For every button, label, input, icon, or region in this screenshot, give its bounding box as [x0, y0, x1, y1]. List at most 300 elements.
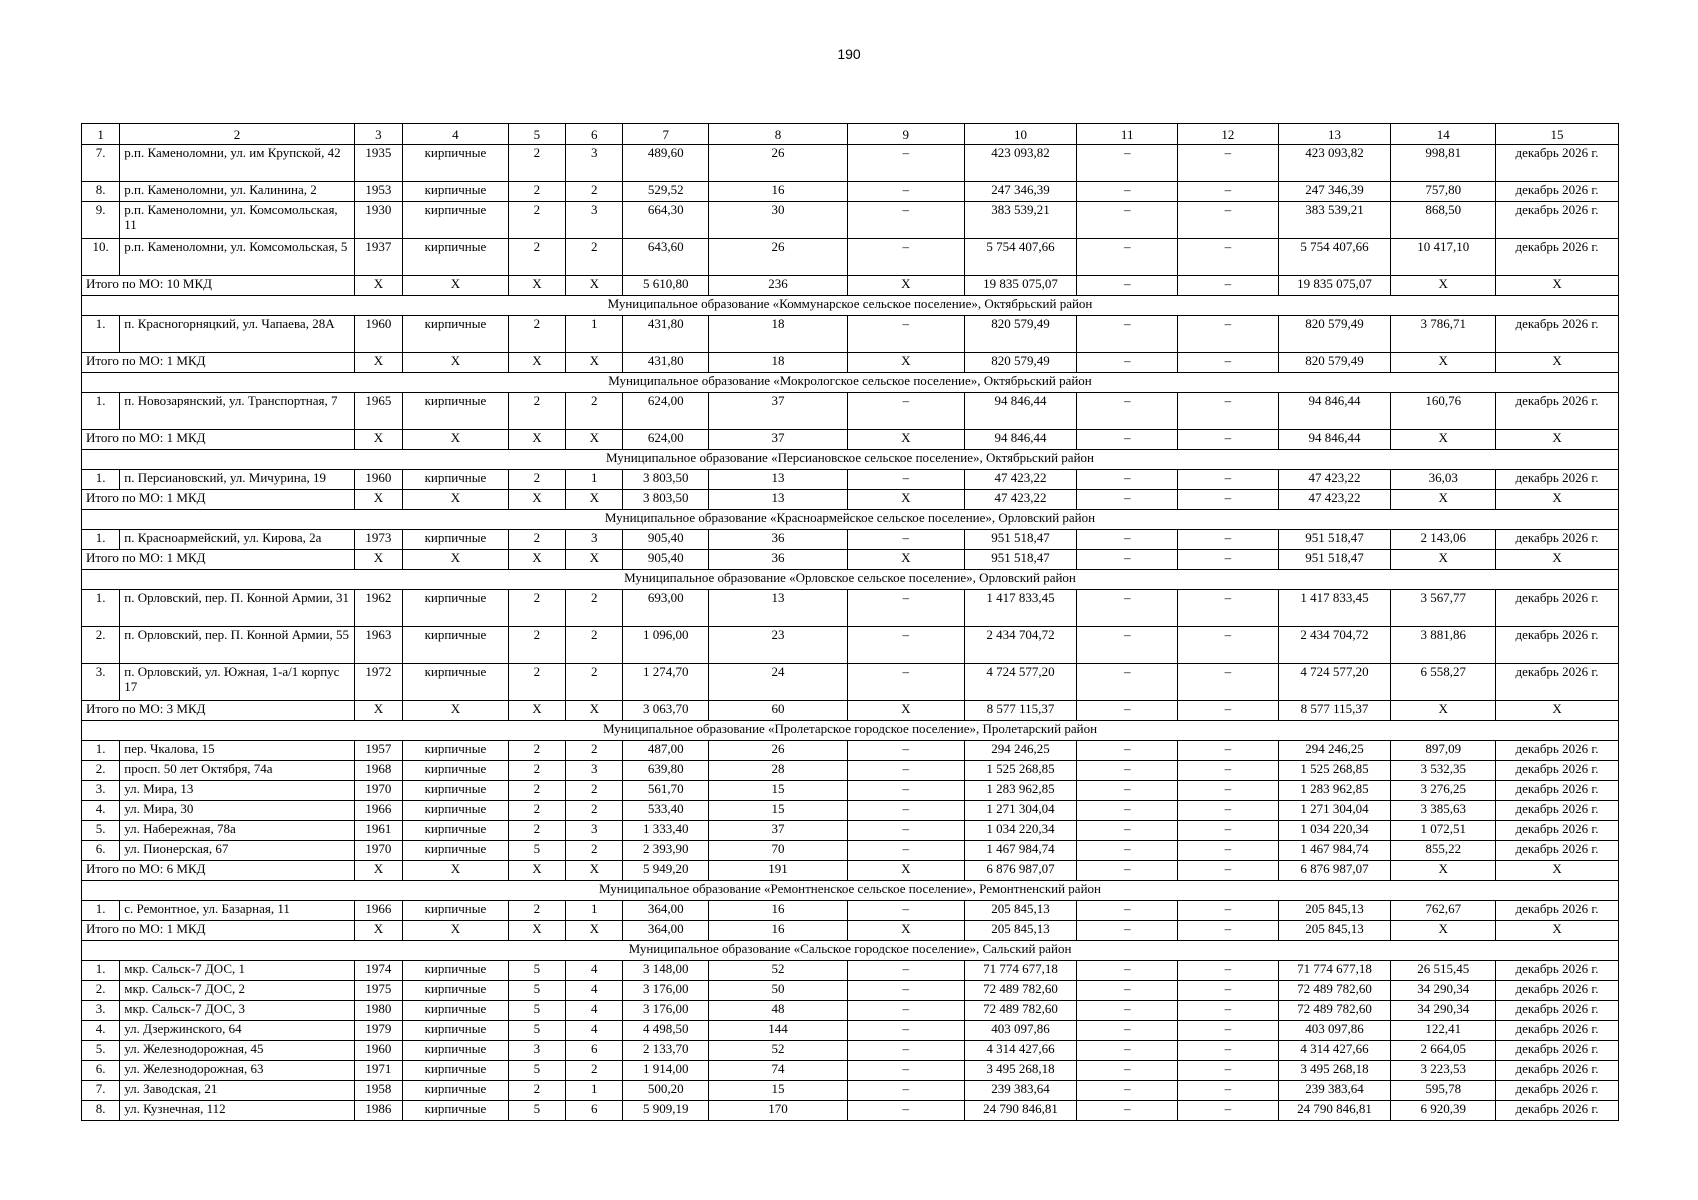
municipality-row: [82, 296, 1619, 316]
total-cell: X: [566, 701, 623, 721]
column-number-cell: 15: [1496, 124, 1619, 145]
total-cell: X: [847, 701, 964, 721]
cost-13-cell: 4 314 427,66: [1278, 1041, 1391, 1061]
area-cell: 4 498,50: [623, 1021, 709, 1041]
wall-material-cell: кирпичные: [403, 961, 509, 981]
cost-11-cell: –: [1077, 1001, 1178, 1021]
total-cell: 905,40: [623, 550, 709, 570]
wall-material-cell: кирпичные: [403, 182, 509, 202]
total-cell: 6 876 987,07: [964, 861, 1077, 881]
wall-material-cell: кирпичные: [403, 202, 509, 239]
cost-11-cell: –: [1077, 1081, 1178, 1101]
table-row: [82, 1061, 1619, 1081]
floors-cell: 2: [508, 1081, 565, 1101]
wall-material-cell: кирпичные: [403, 1041, 509, 1061]
year-built-cell: 1958: [354, 1081, 402, 1101]
area-cell: 3 176,00: [623, 1001, 709, 1021]
cost-13-cell: 24 790 846,81: [1278, 1101, 1391, 1121]
total-cell: –: [1178, 353, 1279, 373]
total-cell: X: [847, 921, 964, 941]
total-cell: X: [508, 430, 565, 450]
table-row: [82, 781, 1619, 801]
wall-material-cell: кирпичные: [403, 239, 509, 276]
cost-11-cell: –: [1077, 202, 1178, 239]
cost-total-cell: 4 724 577,20: [964, 664, 1077, 701]
floors-cell: 2: [508, 530, 565, 550]
cost-13-cell: 294 246,25: [1278, 741, 1391, 761]
cost-12-cell: –: [1178, 761, 1279, 781]
residents-cell: 18: [709, 316, 848, 353]
floors-cell: 2: [508, 781, 565, 801]
cost-13-cell: 5 754 407,66: [1278, 239, 1391, 276]
municipality-name: Муниципальное образование «Коммунарское сельское поселение», Октябрьский район: [82, 296, 1619, 316]
wall-material-cell: кирпичные: [403, 1021, 509, 1041]
cost-total-cell: 820 579,49: [964, 316, 1077, 353]
total-cell: X: [1391, 430, 1496, 450]
total-cell: 94 846,44: [1278, 430, 1391, 450]
floors-cell: 5: [508, 1101, 565, 1121]
column-number-cell: 11: [1077, 124, 1178, 145]
total-cell: 236: [709, 276, 848, 296]
cost-13-cell: 4 724 577,20: [1278, 664, 1391, 701]
column-number-cell: 3: [354, 124, 402, 145]
municipality-row: [82, 721, 1619, 741]
total-cell: 16: [709, 921, 848, 941]
cost-13-cell: 1 271 304,04: [1278, 801, 1391, 821]
cost-11-cell: –: [1077, 627, 1178, 664]
deadline-cell: декабрь 2026 г.: [1496, 1081, 1619, 1101]
floors-cell: 2: [508, 761, 565, 781]
cost-12-cell: –: [1178, 901, 1279, 921]
total-cell: X: [847, 430, 964, 450]
table-row: [82, 1041, 1619, 1061]
total-cell: –: [1077, 701, 1178, 721]
row-number-cell: 1.: [82, 741, 120, 761]
address-cell: просп. 50 лет Октября, 74а: [120, 761, 355, 781]
wall-material-cell: кирпичные: [403, 821, 509, 841]
entrances-cell: 1: [566, 1081, 623, 1101]
cost-13-cell: 72 489 782,60: [1278, 981, 1391, 1001]
entrances-cell: 6: [566, 1101, 623, 1121]
total-cell: X: [354, 861, 402, 881]
floors-cell: 2: [508, 821, 565, 841]
deadline-cell: декабрь 2026 г.: [1496, 145, 1619, 182]
row-number-cell: 3.: [82, 664, 120, 701]
cost-12-cell: –: [1178, 1041, 1279, 1061]
wall-material-cell: кирпичные: [403, 1061, 509, 1081]
year-built-cell: 1960: [354, 1041, 402, 1061]
floors-cell: 2: [508, 202, 565, 239]
total-cell: X: [566, 490, 623, 510]
cost-12-cell: –: [1178, 393, 1279, 430]
total-label: Итого по МО: 1 МКД: [82, 490, 355, 510]
cost-11-cell: –: [1077, 1041, 1178, 1061]
wall-material-cell: кирпичные: [403, 627, 509, 664]
entrances-cell: 2: [566, 841, 623, 861]
year-built-cell: 1961: [354, 821, 402, 841]
residents-cell: 13: [709, 590, 848, 627]
total-cell: 8 577 115,37: [1278, 701, 1391, 721]
area-cell: 487,00: [623, 741, 709, 761]
municipality-name: Муниципальное образование «Орловское сельское поселение», Орловский район: [82, 570, 1619, 590]
wall-material-cell: кирпичные: [403, 981, 509, 1001]
wall-material-cell: кирпичные: [403, 316, 509, 353]
cost-12-cell: –: [1178, 821, 1279, 841]
address-cell: п. Орловский, пер. П. Конной Армии, 31: [120, 590, 355, 627]
total-cell: X: [1391, 921, 1496, 941]
column-number-cell: 4: [403, 124, 509, 145]
cost-11-cell: –: [1077, 901, 1178, 921]
residents-cell: 50: [709, 981, 848, 1001]
row-number-cell: 8.: [82, 1101, 120, 1121]
total-label: Итого по МО: 10 МКД: [82, 276, 355, 296]
cost-12-cell: –: [1178, 590, 1279, 627]
table-row: [82, 1101, 1619, 1121]
total-cell: –: [1178, 550, 1279, 570]
cost-12-cell: –: [1178, 239, 1279, 276]
cost-11-cell: –: [1077, 182, 1178, 202]
address-cell: п. Орловский, ул. Южная, 1-а/1 корпус 17: [120, 664, 355, 701]
total-cell: X: [508, 861, 565, 881]
cost-11-cell: –: [1077, 1101, 1178, 1121]
total-label: Итого по МО: 1 МКД: [82, 353, 355, 373]
cost-12-cell: –: [1178, 1081, 1279, 1101]
floors-cell: 2: [508, 627, 565, 664]
row-number-cell: 1.: [82, 961, 120, 981]
cost-per-unit-cell: 6 558,27: [1391, 664, 1496, 701]
entrances-cell: 2: [566, 664, 623, 701]
wall-material-cell: кирпичные: [403, 590, 509, 627]
address-cell: с. Ремонтное, ул. Базарная, 11: [120, 901, 355, 921]
area-cell: 3 803,50: [623, 470, 709, 490]
area-cell: 500,20: [623, 1081, 709, 1101]
total-label: Итого по МО: 1 МКД: [82, 921, 355, 941]
total-cell: 205 845,13: [1278, 921, 1391, 941]
residents-cell: 36: [709, 530, 848, 550]
year-built-cell: 1980: [354, 1001, 402, 1021]
cost-9-cell: –: [847, 741, 964, 761]
cost-per-unit-cell: 36,03: [1391, 470, 1496, 490]
entrances-cell: 1: [566, 316, 623, 353]
entrances-cell: 2: [566, 627, 623, 664]
address-cell: ул. Заводская, 21: [120, 1081, 355, 1101]
cost-total-cell: 1 467 984,74: [964, 841, 1077, 861]
total-cell: X: [1391, 353, 1496, 373]
area-cell: 693,00: [623, 590, 709, 627]
total-cell: 205 845,13: [964, 921, 1077, 941]
cost-11-cell: –: [1077, 761, 1178, 781]
cost-total-cell: 1 525 268,85: [964, 761, 1077, 781]
entrances-cell: 2: [566, 801, 623, 821]
total-cell: X: [508, 490, 565, 510]
total-cell: X: [508, 701, 565, 721]
cost-13-cell: 423 093,82: [1278, 145, 1391, 182]
total-cell: X: [847, 353, 964, 373]
residents-cell: 16: [709, 182, 848, 202]
entrances-cell: 3: [566, 761, 623, 781]
cost-total-cell: 71 774 677,18: [964, 961, 1077, 981]
total-row: [82, 430, 1619, 450]
cost-13-cell: 1 283 962,85: [1278, 781, 1391, 801]
cost-13-cell: 47 423,22: [1278, 470, 1391, 490]
cost-12-cell: –: [1178, 781, 1279, 801]
entrances-cell: 4: [566, 1001, 623, 1021]
cost-per-unit-cell: 3 276,25: [1391, 781, 1496, 801]
cost-total-cell: 205 845,13: [964, 901, 1077, 921]
cost-per-unit-cell: 3 223,53: [1391, 1061, 1496, 1081]
row-number-cell: 2.: [82, 761, 120, 781]
cost-9-cell: –: [847, 316, 964, 353]
residents-cell: 48: [709, 1001, 848, 1021]
table-row: [82, 801, 1619, 821]
row-number-cell: 7.: [82, 1081, 120, 1101]
municipality-name: Муниципальное образование «Красноармейское сельское поселение», Орловский район: [82, 510, 1619, 530]
cost-11-cell: –: [1077, 821, 1178, 841]
address-cell: п. Красноармейский, ул. Кирова, 2а: [120, 530, 355, 550]
total-cell: X: [354, 921, 402, 941]
area-cell: 3 176,00: [623, 981, 709, 1001]
table-row: [82, 590, 1619, 627]
address-cell: ул. Железнодорожная, 45: [120, 1041, 355, 1061]
municipality-name: Муниципальное образование «Мокрологское сельское поселение», Октябрьский район: [82, 373, 1619, 393]
row-number-cell: 1.: [82, 470, 120, 490]
total-cell: X: [403, 430, 509, 450]
address-cell: п. Новозарянский, ул. Транспортная, 7: [120, 393, 355, 430]
cost-9-cell: –: [847, 1001, 964, 1021]
cost-9-cell: –: [847, 821, 964, 841]
deadline-cell: декабрь 2026 г.: [1496, 761, 1619, 781]
table-row: [82, 961, 1619, 981]
total-cell: X: [1496, 490, 1619, 510]
cost-9-cell: –: [847, 239, 964, 276]
cost-13-cell: 820 579,49: [1278, 316, 1391, 353]
cost-9-cell: –: [847, 1021, 964, 1041]
total-cell: X: [1391, 701, 1496, 721]
total-cell: X: [354, 550, 402, 570]
year-built-cell: 1979: [354, 1021, 402, 1041]
cost-13-cell: 1 034 220,34: [1278, 821, 1391, 841]
municipality-row: [82, 570, 1619, 590]
cost-per-unit-cell: 998,81: [1391, 145, 1496, 182]
total-cell: 3 803,50: [623, 490, 709, 510]
total-cell: 60: [709, 701, 848, 721]
total-cell: –: [1178, 921, 1279, 941]
cost-per-unit-cell: 757,80: [1391, 182, 1496, 202]
cost-total-cell: 1 271 304,04: [964, 801, 1077, 821]
total-row: [82, 921, 1619, 941]
municipality-name: Муниципальное образование «Сальское городское поселение», Сальский район: [82, 941, 1619, 961]
year-built-cell: 1972: [354, 664, 402, 701]
total-cell: X: [403, 921, 509, 941]
cost-13-cell: 71 774 677,18: [1278, 961, 1391, 981]
total-cell: 36: [709, 550, 848, 570]
total-cell: –: [1077, 921, 1178, 941]
cost-9-cell: –: [847, 761, 964, 781]
residents-cell: 26: [709, 239, 848, 276]
total-row: [82, 276, 1619, 296]
row-number-cell: 6.: [82, 1061, 120, 1081]
total-cell: –: [1178, 276, 1279, 296]
cost-per-unit-cell: 868,50: [1391, 202, 1496, 239]
residents-cell: 26: [709, 741, 848, 761]
column-number-cell: 6: [566, 124, 623, 145]
total-cell: X: [508, 550, 565, 570]
cost-11-cell: –: [1077, 741, 1178, 761]
address-cell: п. Красногорняцкий, ул. Чапаева, 28А: [120, 316, 355, 353]
floors-cell: 3: [508, 1041, 565, 1061]
deadline-cell: декабрь 2026 г.: [1496, 841, 1619, 861]
deadline-cell: декабрь 2026 г.: [1496, 530, 1619, 550]
area-cell: 1 274,70: [623, 664, 709, 701]
deadline-cell: декабрь 2026 г.: [1496, 627, 1619, 664]
wall-material-cell: кирпичные: [403, 841, 509, 861]
column-number-cell: 1: [82, 124, 120, 145]
total-cell: X: [566, 276, 623, 296]
address-cell: мкр. Сальск-7 ДОС, 3: [120, 1001, 355, 1021]
total-cell: X: [566, 921, 623, 941]
year-built-cell: 1970: [354, 781, 402, 801]
total-cell: 18: [709, 353, 848, 373]
cost-12-cell: –: [1178, 1061, 1279, 1081]
wall-material-cell: кирпичные: [403, 1081, 509, 1101]
column-number-cell: 13: [1278, 124, 1391, 145]
residents-cell: 26: [709, 145, 848, 182]
cost-per-unit-cell: 1 072,51: [1391, 821, 1496, 841]
floors-cell: 5: [508, 1021, 565, 1041]
deadline-cell: декабрь 2026 г.: [1496, 741, 1619, 761]
table-row: [82, 761, 1619, 781]
entrances-cell: 3: [566, 530, 623, 550]
residents-cell: 37: [709, 821, 848, 841]
cost-9-cell: –: [847, 530, 964, 550]
total-cell: X: [354, 701, 402, 721]
cost-13-cell: 94 846,44: [1278, 393, 1391, 430]
column-number-row: [82, 124, 1619, 145]
address-cell: р.п. Каменоломни, ул. Комсомольская, 11: [120, 202, 355, 239]
address-cell: п. Персиановский, ул. Мичурина, 19: [120, 470, 355, 490]
cost-13-cell: 72 489 782,60: [1278, 1001, 1391, 1021]
cost-11-cell: –: [1077, 316, 1178, 353]
total-cell: X: [566, 861, 623, 881]
cost-per-unit-cell: 2 664,05: [1391, 1041, 1496, 1061]
entrances-cell: 2: [566, 393, 623, 430]
area-cell: 5 909,19: [623, 1101, 709, 1121]
cost-11-cell: –: [1077, 961, 1178, 981]
column-number-cell: 14: [1391, 124, 1496, 145]
municipality-row: [82, 510, 1619, 530]
wall-material-cell: кирпичные: [403, 781, 509, 801]
table-row: [82, 239, 1619, 276]
cost-11-cell: –: [1077, 801, 1178, 821]
wall-material-cell: кирпичные: [403, 393, 509, 430]
total-cell: X: [847, 276, 964, 296]
entrances-cell: 2: [566, 239, 623, 276]
total-cell: X: [354, 276, 402, 296]
cost-11-cell: –: [1077, 1061, 1178, 1081]
wall-material-cell: кирпичные: [403, 470, 509, 490]
municipality-name: Муниципальное образование «Пролетарское городское поселение», Пролетарский район: [82, 721, 1619, 741]
cost-12-cell: –: [1178, 530, 1279, 550]
cost-12-cell: –: [1178, 627, 1279, 664]
year-built-cell: 1935: [354, 145, 402, 182]
total-cell: X: [1496, 550, 1619, 570]
entrances-cell: 2: [566, 590, 623, 627]
entrances-cell: 6: [566, 1041, 623, 1061]
cost-11-cell: –: [1077, 145, 1178, 182]
year-built-cell: 1930: [354, 202, 402, 239]
cost-9-cell: –: [847, 664, 964, 701]
cost-9-cell: –: [847, 393, 964, 430]
total-cell: X: [403, 861, 509, 881]
deadline-cell: декабрь 2026 г.: [1496, 801, 1619, 821]
floors-cell: 2: [508, 801, 565, 821]
entrances-cell: 2: [566, 741, 623, 761]
cost-13-cell: 247 346,39: [1278, 182, 1391, 202]
entrances-cell: 2: [566, 781, 623, 801]
residents-cell: 70: [709, 841, 848, 861]
residents-cell: 74: [709, 1061, 848, 1081]
address-cell: р.п. Каменоломни, ул. Комсомольская, 5: [120, 239, 355, 276]
table-row: [82, 741, 1619, 761]
total-cell: 19 835 075,07: [1278, 276, 1391, 296]
total-cell: 624,00: [623, 430, 709, 450]
area-cell: 1 096,00: [623, 627, 709, 664]
cost-9-cell: –: [847, 801, 964, 821]
floors-cell: 2: [508, 664, 565, 701]
cost-11-cell: –: [1077, 1021, 1178, 1041]
total-cell: X: [566, 430, 623, 450]
wall-material-cell: кирпичные: [403, 901, 509, 921]
table-row: [82, 393, 1619, 430]
total-cell: X: [1391, 490, 1496, 510]
cost-12-cell: –: [1178, 1021, 1279, 1041]
address-cell: пер. Чкалова, 15: [120, 741, 355, 761]
deadline-cell: декабрь 2026 г.: [1496, 901, 1619, 921]
total-cell: X: [1496, 353, 1619, 373]
table-row: [82, 981, 1619, 1001]
cost-total-cell: 72 489 782,60: [964, 981, 1077, 1001]
floors-cell: 5: [508, 841, 565, 861]
cost-total-cell: 24 790 846,81: [964, 1101, 1077, 1121]
total-label: Итого по МО: 1 МКД: [82, 550, 355, 570]
total-cell: –: [1077, 430, 1178, 450]
table-row: [82, 316, 1619, 353]
total-cell: X: [354, 430, 402, 450]
total-cell: 6 876 987,07: [1278, 861, 1391, 881]
total-row: [82, 701, 1619, 721]
year-built-cell: 1960: [354, 470, 402, 490]
total-cell: 5 949,20: [623, 861, 709, 881]
total-cell: –: [1178, 861, 1279, 881]
entrances-cell: 4: [566, 981, 623, 1001]
row-number-cell: 8.: [82, 182, 120, 202]
year-built-cell: 1962: [354, 590, 402, 627]
row-number-cell: 3.: [82, 781, 120, 801]
address-cell: ул. Набережная, 78а: [120, 821, 355, 841]
table-row: [82, 470, 1619, 490]
floors-cell: 2: [508, 145, 565, 182]
cost-total-cell: 423 093,82: [964, 145, 1077, 182]
residents-cell: 30: [709, 202, 848, 239]
cost-12-cell: –: [1178, 202, 1279, 239]
total-cell: X: [1496, 861, 1619, 881]
area-cell: 364,00: [623, 901, 709, 921]
cost-per-unit-cell: 122,41: [1391, 1021, 1496, 1041]
row-number-cell: 5.: [82, 821, 120, 841]
deadline-cell: декабрь 2026 г.: [1496, 1101, 1619, 1121]
area-cell: 643,60: [623, 239, 709, 276]
year-built-cell: 1986: [354, 1101, 402, 1121]
